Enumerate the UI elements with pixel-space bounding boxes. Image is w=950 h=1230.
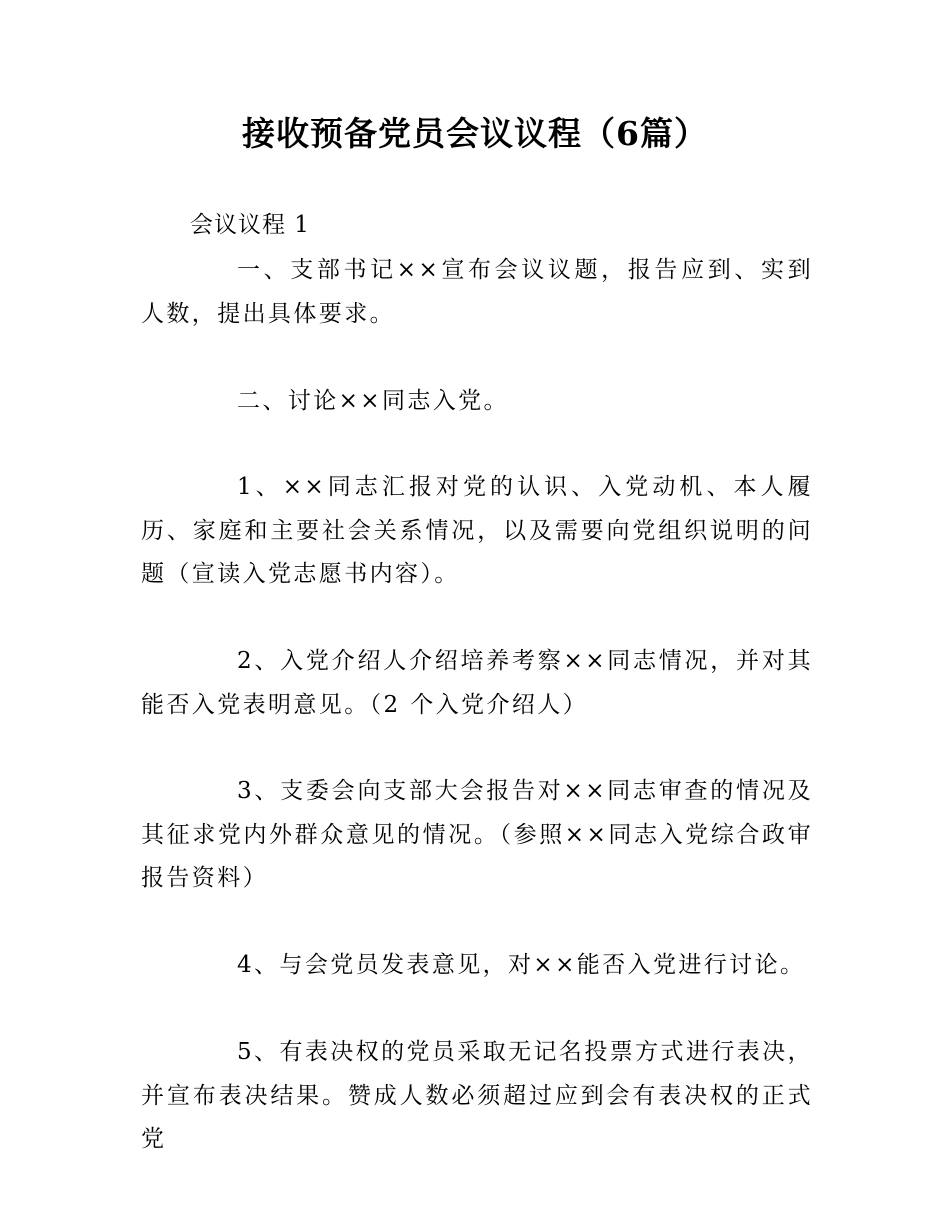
paragraph-item-2: 二、讨论××同志入党。 [237,388,509,414]
paragraph-item-4: 2、入党介绍人介绍培养考察××同志情况，并对其能否入党表明意见。（2 个入党介绍人） [141,648,813,718]
paragraph-item-3: 1、××同志汇报对党的认识、入党动机、本人履历、家庭和主要社会关系情况，以及需要向党组织说明的问题（宣读入党志愿书内容）。 [141,474,813,587]
section-heading: 会议议程 1 [190,212,310,238]
paragraph-item-5: 3、支委会向支部大会报告对××同志审查的情况及其征求党内外群众意见的情况。（参照××同志入党综合政审报告资料） [141,778,813,891]
document-title: 接收预备党员会议议程（6篇） [242,114,708,153]
paragraph-item-7: 5、有表决权的党员采取无记名投票方式进行表决，并宣布表决结果。赞成人数必须超过应到会有表决权的正式党 [141,1039,813,1152]
paragraph-item-1: 一、支部书记××宣布会议议题，报告应到、实到人数，提出具体要求。 [141,257,813,327]
paragraph-item-6: 4、与会党员发表意见，对××能否入党进行讨论。 [237,952,806,978]
